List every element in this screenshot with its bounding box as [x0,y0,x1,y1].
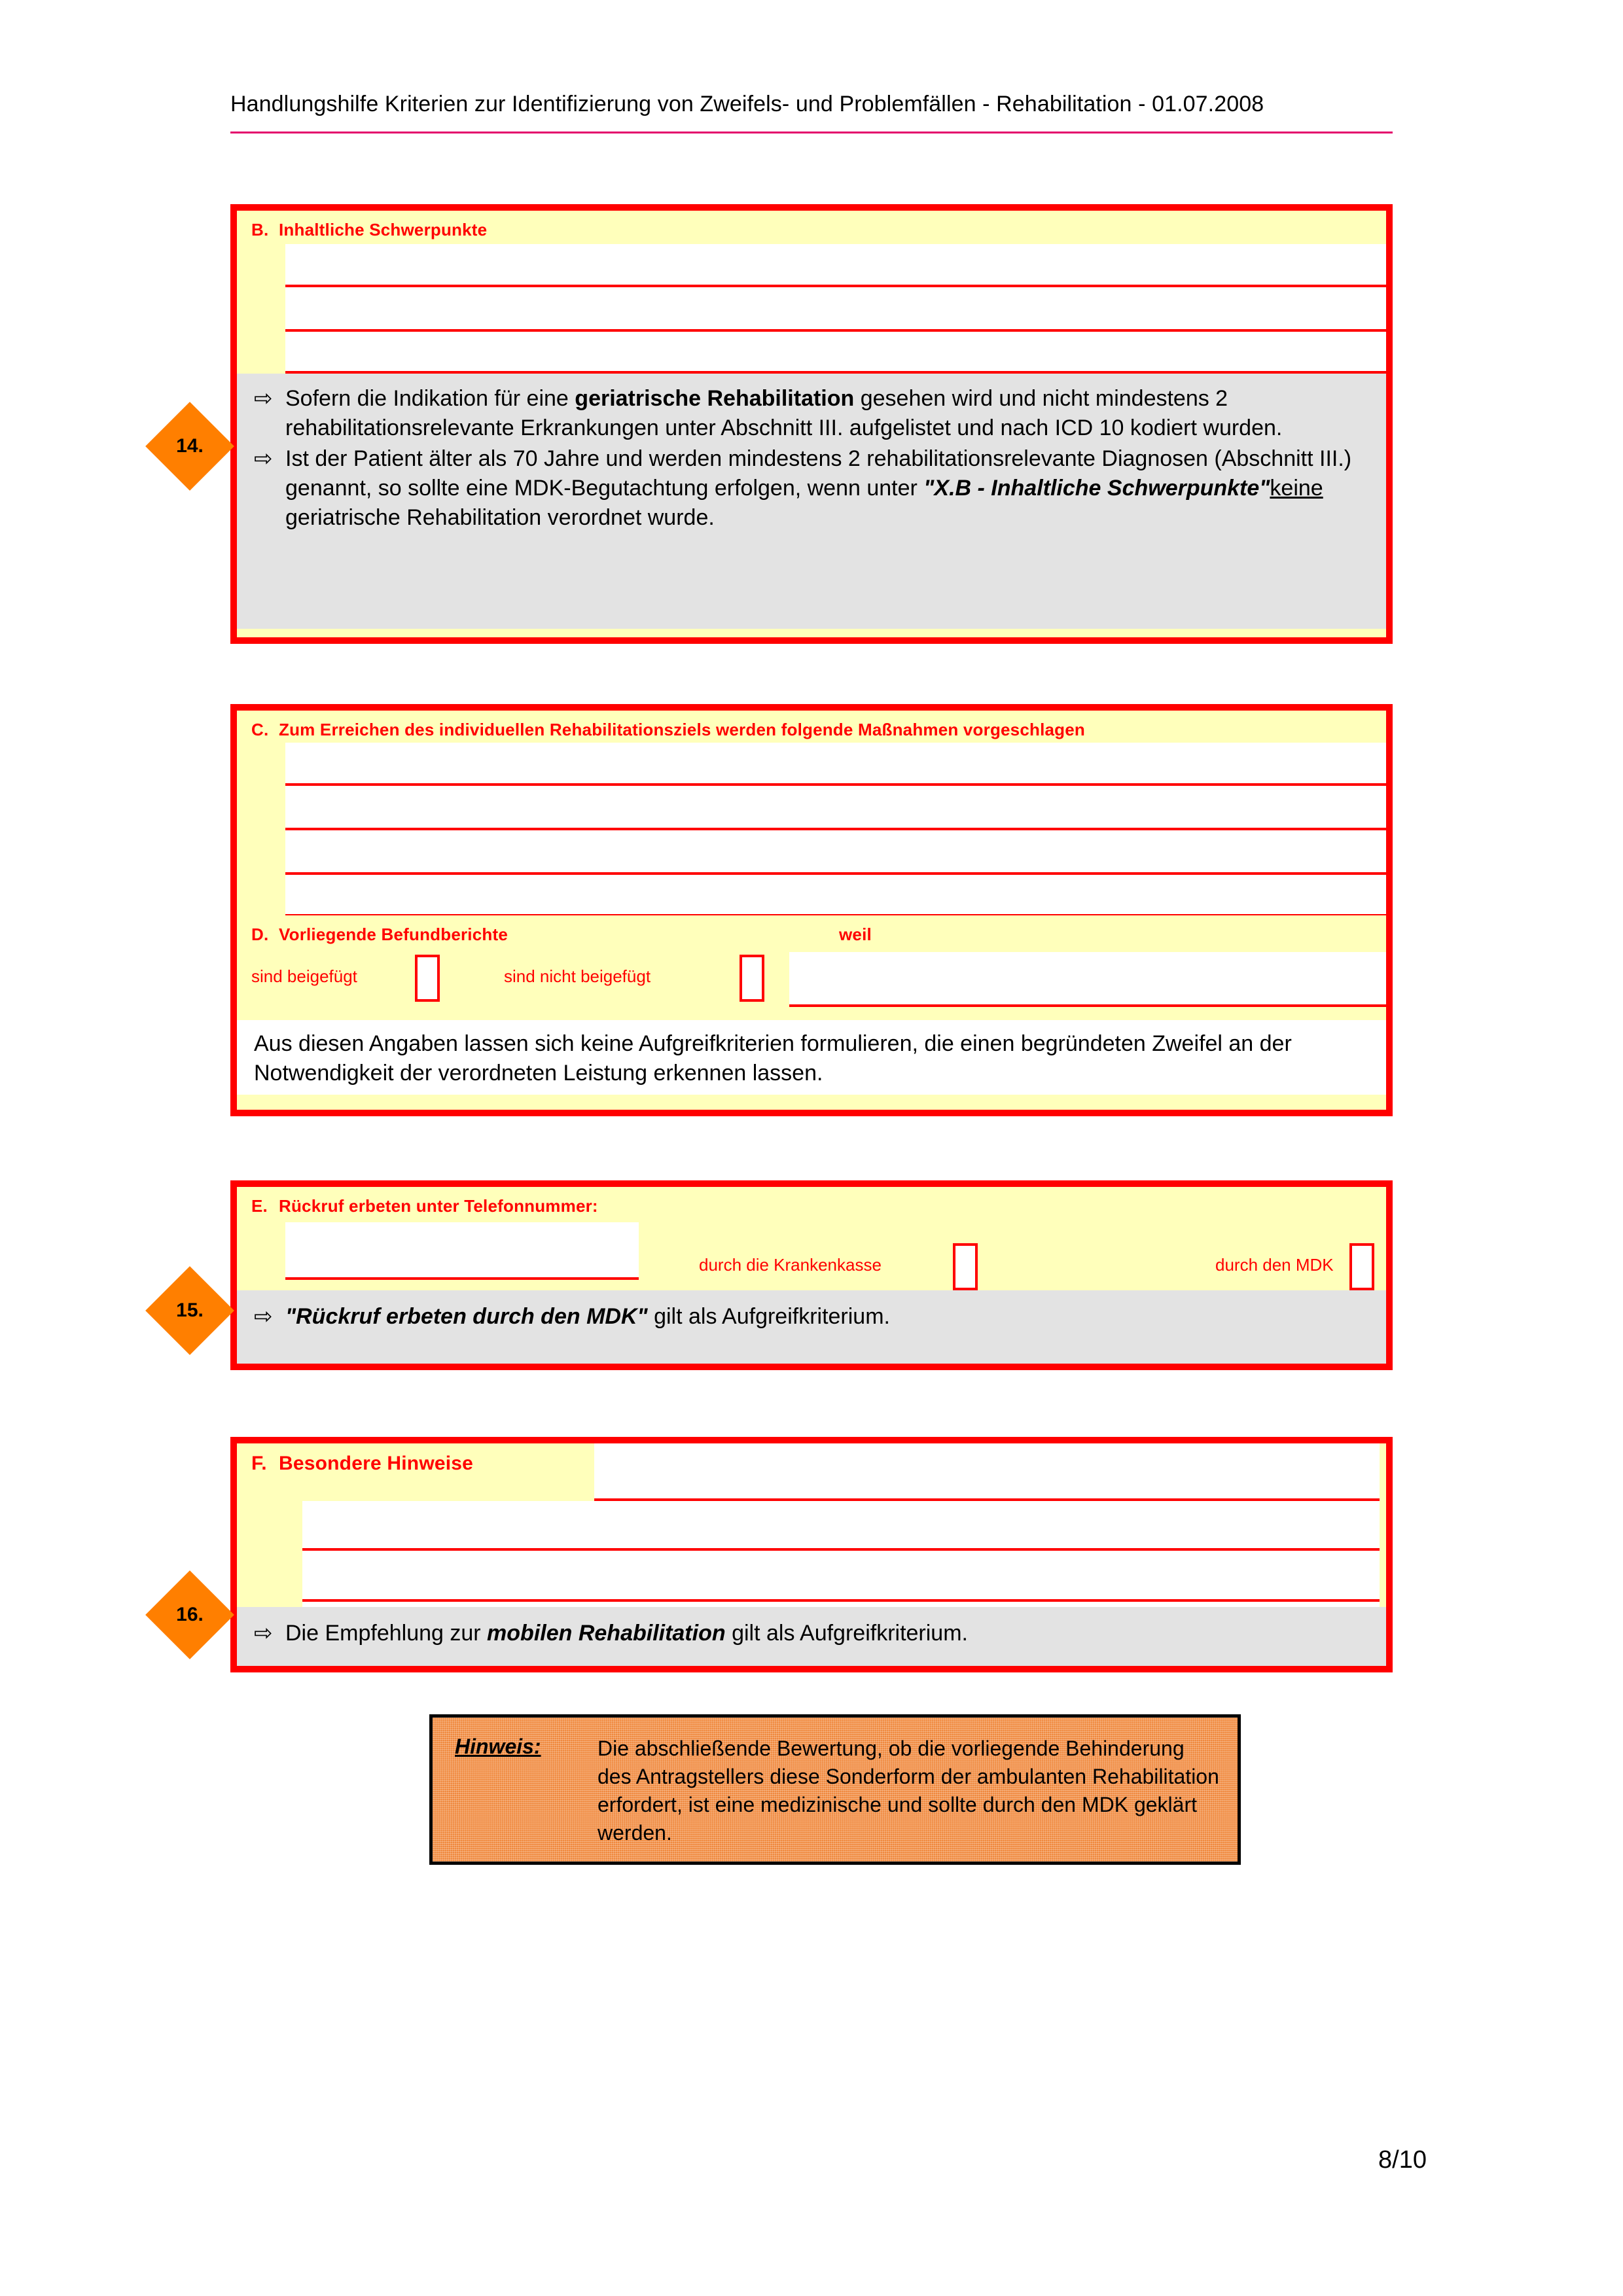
section-e-block [230,1180,1393,1370]
arrow-right-icon: ⇨ [254,1304,273,1329]
section-b-input-area[interactable] [285,244,1386,374]
section-c-letter: C. [251,720,269,739]
section-c-caption-text: Zum Erreichen des individuellen Rehabilitationsziels werden folgende Maßnahmen vorgeschlagen [279,720,1085,739]
criterion-16-bullet-text [285,1619,968,1648]
rule-line [789,1004,1386,1007]
section-c-input-area[interactable] [285,743,1386,915]
rule-line [285,329,1386,332]
section-cd-block [230,704,1393,1116]
bullet-part-bold-italic: mobilen Rehabilitation [487,1621,726,1646]
criterion-14-bullet-1 [254,384,1369,443]
hinweis-box [429,1714,1241,1865]
section-c-caption [251,720,1386,740]
section-d-letter: D. [251,925,269,944]
arrow-right-icon: ⇨ [254,1621,273,1646]
criterion-14-marker: 14. [176,435,204,457]
section-f-letter: F. [251,1453,267,1474]
section-e-caption-text: Rückruf erbeten unter Telefonnummer: [279,1196,598,1216]
rule-line [285,1277,639,1280]
bullet-part-bold-italic: "Rückruf erbeten durch den MDK" [285,1304,648,1329]
header-divider [230,132,1393,133]
arrow-right-icon: ⇨ [254,446,273,471]
criterion-14-comment [237,374,1386,629]
criterion-15-bullet-text [285,1302,890,1332]
section-d-caption [251,925,508,945]
section-b-letter: B. [251,220,269,239]
rule-line [302,1548,1380,1551]
section-f-caption-band [237,1443,1386,1501]
checkbox-rueckruf-mdk[interactable] [1349,1243,1374,1290]
section-e-phone-input[interactable] [285,1222,639,1280]
rule-line [285,872,1386,875]
document-header [230,92,1393,133]
criterion-14-bullet-2 [254,444,1369,533]
criterion-16-bullet [254,1619,1369,1648]
hinweis-body: Die abschließende Bewertung, ob die vorliegende Behinderung des Antragstellers diese Sonderform der ambulanten Rehabilitation erfordert, ist eine medizinische und sollte durch den MDK geklärt werden. [597,1737,1219,1845]
section-e-letter: E. [251,1196,268,1216]
rule-line [285,783,1386,786]
section-b-caption [251,220,1386,240]
checkbox-befundberichte-not-attached[interactable] [740,955,764,1002]
section-d-weil-input[interactable] [789,952,1386,1007]
section-b-caption-band [237,211,1386,244]
section-f-caption [251,1453,473,1475]
hinweis-label: Hinweis: [455,1735,541,1758]
rule-line [285,285,1386,287]
header-title: Handlungshilfe Kriterien zur Identifizierung von Zweifels- und Problemfällen - Rehabilitation - 01.07.2008 [230,92,1264,116]
section-e-caption-band [237,1187,1386,1290]
bullet-part: gesehen wird und nicht mindestens 2 rehabilitationsrelevante Erkrankungen unter Abschnitt III. aufgelistet und nach ICD 10 kodiert wurden. [285,386,1283,440]
section-f-input-area[interactable] [302,1501,1380,1607]
section-f-block [230,1437,1393,1672]
rule-line [302,1599,1380,1602]
bullet-part: Sofern die Indikation für eine [285,386,575,411]
criterion-16-comment [237,1607,1386,1666]
checkbox-befundberichte-attached[interactable] [415,955,440,1002]
section-d-note [237,1020,1386,1095]
page-number: 8/10 [1378,2146,1427,2174]
bullet-part: Ist der Patient älter als 70 Jahre und werden mindestens 2 rehabilitationsrelevante Diagnosen (Abschnitt III.) genannt, so sollte eine MDK-Begutachtung erfolgen, wenn unter [285,446,1352,501]
checkbox-not-attached-label: sind nicht beigefügt [504,966,651,986]
bullet-part: gilt als Aufgreifkriterium. [725,1621,968,1646]
section-e-caption [251,1196,598,1216]
section-f-input-line-1[interactable] [594,1443,1380,1501]
checkbox-rueckruf-krankenkasse[interactable] [953,1243,978,1290]
criterion-14-bullet-1-text [285,384,1369,443]
bullet-part: gilt als Aufgreifkriterium. [647,1304,890,1329]
bullet-part-bold: geriatrische Rehabilitation [575,386,855,411]
bullet-part: geriatrische Rehabilitation verordnet wurde. [285,504,715,530]
section-b-block [230,204,1393,644]
criterion-16-marker: 16. [176,1604,204,1625]
rule-line [285,828,1386,830]
bullet-part: Die Empfehlung zur [285,1621,488,1646]
criterion-15-comment [237,1290,1386,1364]
bullet-part-bold-italic: "X.B - Inhaltliche Schwerpunkte" [923,475,1270,501]
section-d-caption-text: Vorliegende Befundberichte [279,925,508,944]
criterion-15-marker: 15. [176,1299,204,1321]
arrow-right-icon: ⇨ [254,386,273,411]
section-d-area [237,915,1386,1020]
criterion-15-bullet [254,1302,1369,1332]
section-b-caption-text: Inhaltliche Schwerpunkte [279,220,488,239]
checkbox-mdk-label: durch den MDK [1215,1255,1334,1275]
section-d-weil-label: weil [839,925,872,944]
criterion-14-bullet-2-text [285,444,1369,533]
section-f-caption-text: Besondere Hinweise [279,1453,474,1474]
checkbox-krankenkasse-label: durch die Krankenkasse [699,1255,882,1275]
checkbox-attached-label: sind beigefügt [251,966,357,986]
section-c-caption-band [237,711,1386,743]
bullet-part-underline: keine [1270,475,1323,501]
section-d-note-text: Aus diesen Angaben lassen sich keine Aufgreifkriterien formulieren, die einen begründeten Zweifel an der Notwendigkeit der verordneten Leistung erkennen lassen. [254,1031,1292,1086]
